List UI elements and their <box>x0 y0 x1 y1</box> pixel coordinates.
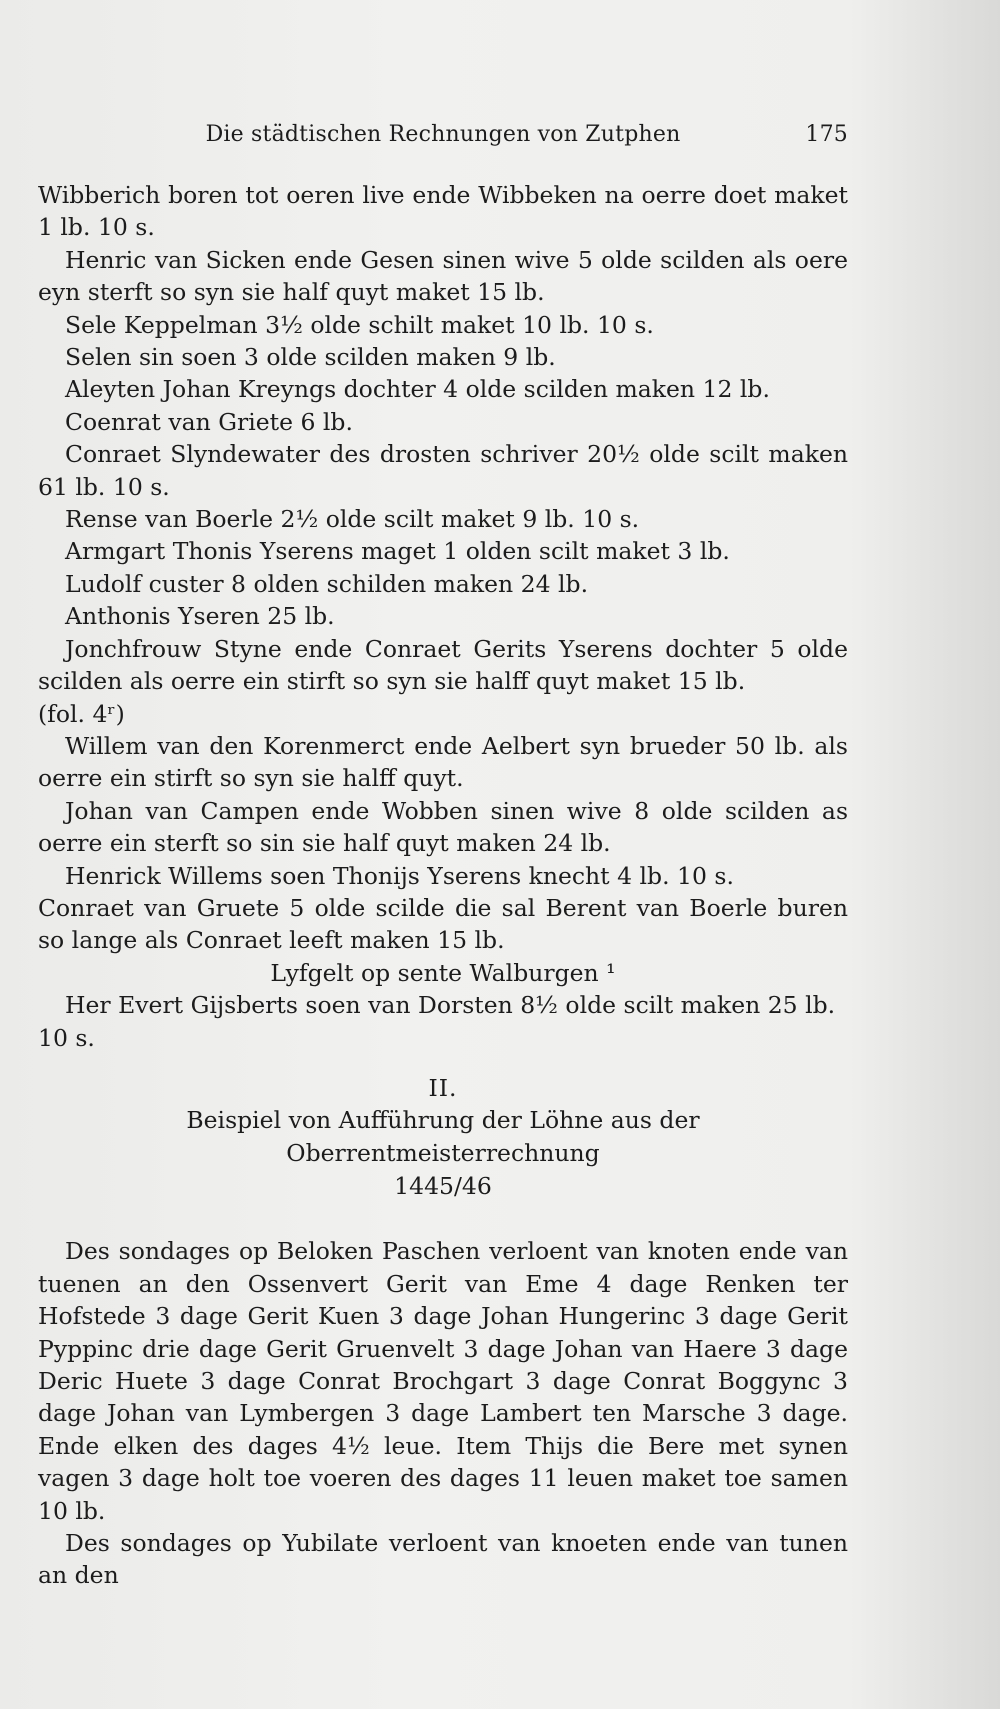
entry-paragraph: Anthonis Yseren 25 lb. <box>65 602 335 631</box>
subheading: Lyfgelt op sente Walburgen ¹ <box>270 958 616 987</box>
page-number: 175 <box>805 122 848 147</box>
entry-paragraph: Selen sin soen 3 olde scilden maken 9 lb. <box>65 343 556 372</box>
entry-paragraph: Johan van Campen ende Wobben sinen wive 8 olde scilden as oerre ein sterft so sin sie half quyt maken 24 lb. <box>38 796 848 858</box>
entry-paragraph: Sele Keppelman 3½ olde schilt maket 10 lb. 10 s. <box>65 310 654 339</box>
entry-paragraph: Jonchfrouw Styne ende Conraet Gerits Yserens dochter 5 olde scilden als oerre ein stirft so syn sie halff quyt maket 15 lb. <box>38 634 848 696</box>
entry-paragraph: Wibberich boren tot oeren live ende Wibbeken na oerre doet maket 1 lb. 10 s. <box>38 181 848 242</box>
entry-paragraph: Aleyten Johan Kreyngs dochter 4 olde scilden maken 12 lb. <box>65 375 770 404</box>
section-title-year: 1445/46 <box>394 1172 492 1201</box>
entry-paragraph: Henrick Willems soen Thonijs Yserens knecht 4 lb. 10 s. <box>65 861 734 890</box>
entry-paragraph: Henric van Sicken ende Gesen sinen wive 5 olde scilden als oere eyn sterft so syn sie half quyt maket 15 lb. <box>38 245 848 307</box>
section-number: II. <box>428 1073 458 1102</box>
folio-reference: (fol. 4ʳ) <box>38 699 125 728</box>
entry-paragraph: Armgart Thonis Yserens maget 1 olden scilt maket 3 lb. <box>65 537 730 566</box>
entry-paragraph: Conraet van Gruete 5 olde scilde die sal Berent van Boerle buren so lange als Conraet leeft maken 15 lb. <box>38 893 848 955</box>
running-title: Die städtischen Rechnungen von Zutphen <box>205 122 681 147</box>
entry-paragraph: Conraet Slyndewater des drosten schriver 20½ olde scilt maken 61 lb. 10 s. <box>38 440 848 501</box>
entry-paragraph: Willem van den Korenmerct ende Aelbert syn brueder 50 lb. als oerre ein stirft so syn sie halff quyt. <box>38 731 848 793</box>
entry-paragraph: Coenrat van Griete 6 lb. <box>65 407 353 436</box>
section-paragraph: Des sondages op Beloken Paschen verloent van knoten ende van tuenen an den Ossenvert Gerit van Eme 4 dage Renken ter Hofstede 3 dage Gerit Kuen 3 dage Johan Hungerinc 3 dage Gerit Pyppinc drie dage Gerit Gruenvelt 3 dage Johan van Haere 3 dage Deric Huete 3 dage Conrat Brochgart 3 dage Conrat Boggync 3 dage Johan van Lymbergen 3 dage Lambert ten Marsche 3 dage. Ende elken des dages 4½ leue. Item Thijs die Bere met synen vagen 3 dage holt toe voeren des dages 11 leuen maket toe samen 10 lb. <box>38 1237 848 1525</box>
entry-paragraph: Rense van Boerle 2½ olde scilt maket 9 lb. 10 s. <box>65 505 640 534</box>
section-title: Beispiel von Aufführung der Löhne aus der Oberrentmeisterrechnung <box>186 1106 700 1168</box>
page-header <box>38 122 848 152</box>
section-paragraph: Des sondages op Yubilate verloent van knoeten ende van tunen an den <box>38 1529 848 1590</box>
entry-paragraph: Ludolf custer 8 olden schilden maken 24 lb. <box>65 569 589 598</box>
body-text <box>38 179 848 1592</box>
entry-paragraph: Her Evert Gijsberts soen van Dorsten 8½ olde scilt maken 25 lb. 10 s. <box>38 991 836 1052</box>
